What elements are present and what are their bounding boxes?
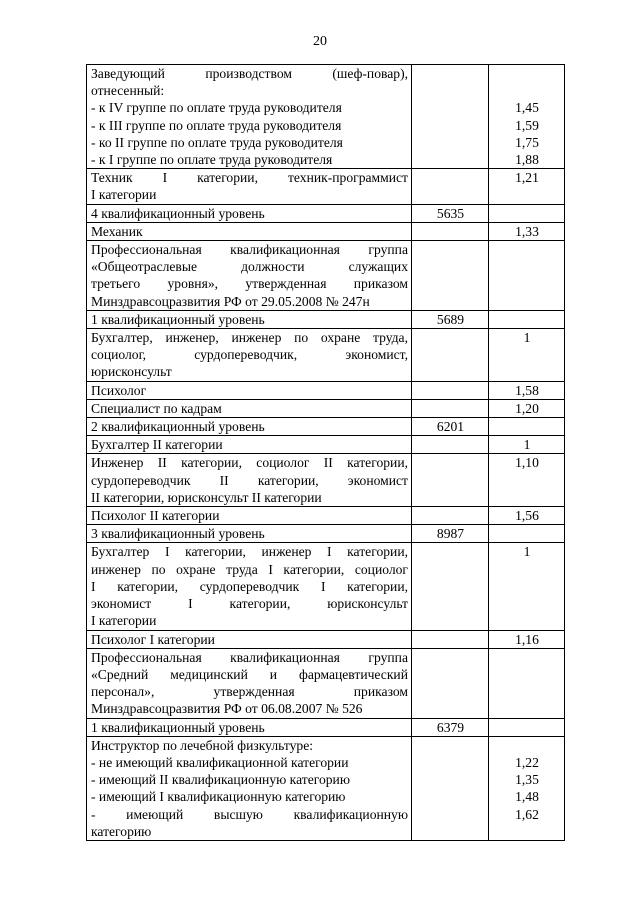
table-row	[87, 329, 565, 382]
position-name-cell	[87, 169, 412, 204]
position-name-line: I категории	[91, 613, 157, 629]
position-name-line: третьего уровня», утвержденная приказом	[91, 276, 408, 292]
position-name-cell	[87, 630, 412, 648]
coefficient-value: 1,10	[515, 455, 539, 471]
coefficient-cell	[489, 204, 565, 222]
base-salary-cell	[412, 241, 489, 311]
coefficient-cell	[489, 329, 565, 382]
position-name-cell	[87, 543, 412, 630]
coefficient-value: 1,20	[515, 400, 539, 416]
position-name-line: - к III группе по оплате труда руководителя	[91, 117, 342, 133]
position-name-cell	[87, 222, 412, 240]
coefficient-value: 1,58	[515, 382, 539, 398]
coefficient-cell	[489, 507, 565, 525]
coefficient-value	[493, 241, 561, 258]
coefficient-cell	[489, 418, 565, 436]
coefficient-value	[493, 205, 561, 222]
coefficient-value: 1,16	[515, 631, 539, 647]
base-salary-cell	[412, 169, 489, 204]
position-name-line: - не имеющий квалификационной категории	[91, 754, 349, 770]
coefficient-value: 1,21	[515, 170, 539, 186]
table-row	[87, 169, 565, 204]
base-salary-cell	[412, 65, 489, 169]
position-name-cell	[87, 310, 412, 328]
position-name-cell	[87, 418, 412, 436]
table-row	[87, 399, 565, 417]
position-name-line: Минздравсоцразвития РФ от 06.08.2007 № 526	[91, 701, 363, 717]
coefficient-value	[493, 719, 561, 736]
salary-coefficient-table	[86, 64, 565, 841]
position-name-line: I категории	[91, 187, 157, 203]
base-salary-cell: 6379	[412, 718, 489, 736]
coefficient-cell	[489, 718, 565, 736]
position-name-cell	[87, 399, 412, 417]
coefficient-value: 1	[523, 330, 531, 346]
position-name-line: Инструктор по лечебной физкультуре:	[91, 737, 313, 753]
position-name-cell	[87, 241, 412, 311]
base-salary-cell: 6201	[412, 418, 489, 436]
position-name-cell	[87, 454, 412, 507]
position-name-line: Профессиональная квалификационная группа	[91, 242, 408, 258]
table-row	[87, 418, 565, 436]
table-row	[87, 204, 565, 222]
position-name-line: - имеющий высшую квалификационную	[91, 806, 408, 822]
position-name-cell	[87, 525, 412, 543]
coefficient-value: 1,75	[515, 134, 539, 150]
table-row	[87, 630, 565, 648]
position-name-line: - к IV группе по оплате труда руководителя	[91, 100, 342, 116]
position-name-cell	[87, 65, 412, 169]
base-salary-cell	[412, 543, 489, 630]
coefficient-cell	[489, 222, 565, 240]
coefficient-value: 1,59	[515, 117, 539, 133]
position-name-line: «Общеотраслевые должности служащих	[91, 259, 408, 275]
coefficient-value: 1,88	[515, 152, 539, 168]
position-name-cell	[87, 648, 412, 718]
position-name-line: Техник I категории, техник-программист	[91, 170, 408, 186]
position-name-cell	[87, 204, 412, 222]
position-name-line: Бухгалтер I категории, инженер I категории,	[91, 544, 408, 560]
coefficient-value: 1,45	[515, 100, 539, 116]
coefficient-cell	[489, 310, 565, 328]
coefficient-value	[493, 65, 561, 82]
coefficient-cell	[489, 630, 565, 648]
base-salary-cell	[412, 736, 489, 840]
base-salary-cell	[412, 399, 489, 417]
position-name-line: 1 квалификационный уровень	[91, 311, 265, 327]
base-salary-cell	[412, 381, 489, 399]
position-name-line: Психолог I категории	[91, 631, 215, 647]
coefficient-value: 1,56	[515, 508, 539, 524]
coefficient-cell	[489, 65, 565, 169]
position-name-line: юрисконсульт	[91, 364, 172, 380]
base-salary-cell: 8987	[412, 525, 489, 543]
position-name-cell	[87, 507, 412, 525]
position-name-line: 2 квалификационный уровень	[91, 419, 265, 435]
coefficient-cell	[489, 169, 565, 204]
coefficient-value	[493, 311, 561, 328]
position-name-cell	[87, 436, 412, 454]
position-name-line: сурдопереводчик II категории, экономист	[91, 472, 408, 488]
position-name-line: - к I группе по оплате труда руководителя	[91, 152, 333, 168]
coefficient-value	[493, 823, 561, 840]
base-salary-cell	[412, 222, 489, 240]
coefficient-value	[493, 418, 561, 435]
position-name-line: Профессиональная квалификационная группа	[91, 649, 408, 665]
table-row	[87, 507, 565, 525]
position-name-cell	[87, 329, 412, 382]
table-row	[87, 310, 565, 328]
position-name-line: социолог, сурдопереводчик, экономист,	[91, 347, 408, 363]
table-row	[87, 718, 565, 736]
table-row	[87, 648, 565, 718]
table-row	[87, 525, 565, 543]
table-row	[87, 222, 565, 240]
coefficient-cell	[489, 381, 565, 399]
position-name-line: 1 квалификационный уровень	[91, 719, 265, 735]
coefficient-value: 1,62	[515, 806, 539, 822]
coefficient-value: 1,35	[515, 772, 539, 788]
base-salary-cell	[412, 454, 489, 507]
coefficient-value: 1,48	[515, 789, 539, 805]
table-row	[87, 381, 565, 399]
position-name-cell	[87, 381, 412, 399]
position-name-line: категорию	[91, 823, 152, 839]
table-row	[87, 543, 565, 630]
position-name-line: отнесенный:	[91, 83, 165, 99]
coefficient-value	[493, 82, 561, 99]
coefficient-value: 1,33	[515, 223, 539, 239]
position-name-line: - имеющий I квалификационную категорию	[91, 789, 346, 805]
coefficient-value	[493, 525, 561, 542]
base-salary-cell: 5689	[412, 310, 489, 328]
position-name-line: Инженер II категории, социолог II категории,	[91, 455, 408, 471]
table-row	[87, 454, 565, 507]
position-name-line: I категории, сурдопереводчик I категории,	[91, 578, 408, 594]
position-name-line: Бухгалтер, инженер, инженер по охране труда,	[91, 330, 408, 346]
table-row	[87, 436, 565, 454]
position-name-line: 3 квалификационный уровень	[91, 526, 265, 542]
position-name-line: инженер по охране труда I категории, социолог	[91, 561, 408, 577]
position-name-line: экономист I категории, юрисконсульт	[91, 596, 408, 612]
base-salary-cell	[412, 329, 489, 382]
position-name-line: «Средний медицинский и фармацевтический	[91, 666, 408, 682]
position-name-cell	[87, 736, 412, 840]
coefficient-cell	[489, 648, 565, 718]
coefficient-cell	[489, 736, 565, 840]
position-name-line: Психолог	[91, 382, 147, 398]
table-row	[87, 241, 565, 311]
position-name-line: Заведующий производством (шеф-повар),	[91, 66, 408, 81]
coefficient-cell	[489, 436, 565, 454]
table-row	[87, 65, 565, 169]
page-number: 20	[313, 34, 327, 49]
coefficient-cell	[489, 525, 565, 543]
coefficient-cell	[489, 241, 565, 311]
position-name-line: Специалист по кадрам	[91, 400, 222, 416]
coefficient-value: 1	[523, 544, 531, 560]
position-name-line: - ко II группе по оплате труда руководителя	[91, 134, 343, 150]
position-name-line: Минздравсоцразвития РФ от 29.05.2008 № 247н	[91, 293, 370, 309]
position-name-cell	[87, 718, 412, 736]
coefficient-value	[493, 737, 561, 754]
position-name-line: Бухгалтер II категории	[91, 437, 223, 453]
coefficient-cell	[489, 454, 565, 507]
position-name-line: II категории, юрисконсульт II категории	[91, 489, 322, 505]
base-salary-cell	[412, 630, 489, 648]
coefficient-value: 1	[523, 437, 531, 453]
coefficient-value: 1,22	[515, 754, 539, 770]
coefficient-cell	[489, 543, 565, 630]
table-row	[87, 736, 565, 840]
base-salary-cell: 5635	[412, 204, 489, 222]
base-salary-cell	[412, 648, 489, 718]
position-name-line: Механик	[91, 223, 143, 239]
base-salary-cell	[412, 507, 489, 525]
coefficient-value	[493, 649, 561, 666]
position-name-line: Психолог II категории	[91, 508, 220, 524]
base-salary-cell	[412, 436, 489, 454]
position-name-line: - имеющий II квалификационную категорию	[91, 772, 350, 788]
position-name-line: 4 квалификационный уровень	[91, 205, 265, 221]
coefficient-cell	[489, 399, 565, 417]
position-name-line: персонал», утвержденная приказом	[91, 684, 408, 700]
